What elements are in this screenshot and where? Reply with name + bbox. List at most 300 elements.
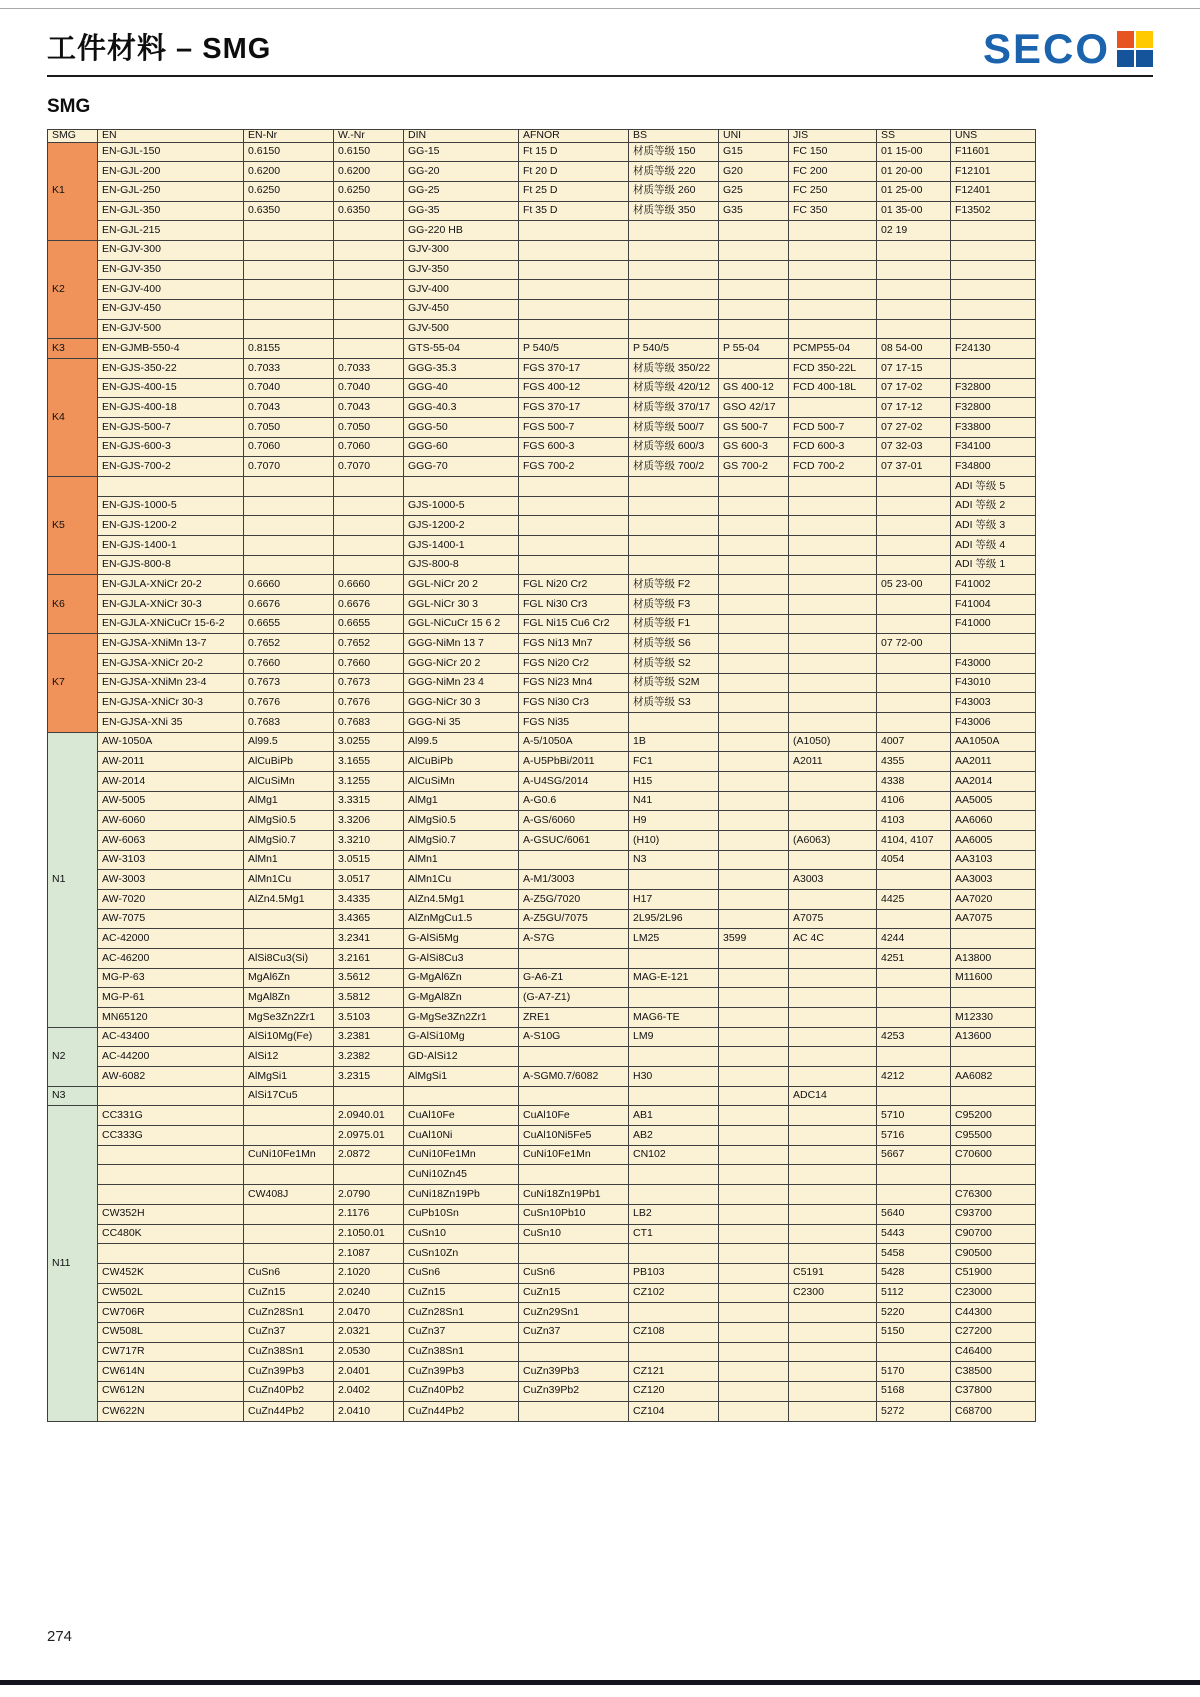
table-row <box>48 614 1036 634</box>
column-header-afnor: AFNOR <box>519 130 629 143</box>
table-row <box>48 162 1036 182</box>
cell-uni <box>719 1322 789 1342</box>
cell-ss: 5150 <box>877 1322 951 1342</box>
cell-uni <box>719 732 789 752</box>
cell-afnor: CuZn15 <box>519 1283 629 1303</box>
cell-uni <box>719 516 789 536</box>
cell-din: GJV-300 <box>404 240 519 260</box>
cell-w-nr: 0.7043 <box>334 398 404 418</box>
cell-w-nr <box>334 221 404 241</box>
cell-uns: M12330 <box>951 1008 1036 1028</box>
cell-ss <box>877 496 951 516</box>
cell-en-nr <box>244 1244 334 1264</box>
cell-jis: C2300 <box>789 1283 877 1303</box>
cell-en: AC-42000 <box>98 929 244 949</box>
cell-jis <box>789 1027 877 1047</box>
cell-jis <box>789 595 877 615</box>
cell-w-nr: 0.7050 <box>334 417 404 437</box>
cell-uni <box>719 555 789 575</box>
cell-uns: AA7075 <box>951 909 1036 929</box>
cell-en: EN-GJSA-XNiMn 13-7 <box>98 634 244 654</box>
cell-uni <box>719 850 789 870</box>
cell-din: CuNi10Zn45 <box>404 1165 519 1185</box>
cell-ss: 5640 <box>877 1204 951 1224</box>
table-row <box>48 1126 1036 1146</box>
cell-en: EN-GJLA-XNiCuCr 15-6-2 <box>98 614 244 634</box>
cell-en-nr: Al99.5 <box>244 732 334 752</box>
cell-w-nr <box>334 280 404 300</box>
cell-en-nr <box>244 1224 334 1244</box>
cell-uns <box>951 358 1036 378</box>
cell-afnor: Ft 15 D <box>519 142 629 162</box>
cell-en-nr: MgSe3Zn2Zr1 <box>244 1008 334 1028</box>
logo-mark-segment <box>1136 50 1153 67</box>
cell-din: GG-220 HB <box>404 221 519 241</box>
cell-w-nr: 2.0240 <box>334 1283 404 1303</box>
group-label-N2: N2 <box>48 1027 98 1086</box>
cell-uns: AA2011 <box>951 752 1036 772</box>
cell-en-nr <box>244 221 334 241</box>
cell-bs: 材质等级 F3 <box>629 595 719 615</box>
cell-ss: 4338 <box>877 772 951 792</box>
cell-uni <box>719 1362 789 1382</box>
cell-jis <box>789 535 877 555</box>
group-label-N1: N1 <box>48 732 98 1027</box>
cell-uns: C37800 <box>951 1381 1036 1401</box>
cell-bs: CT1 <box>629 1224 719 1244</box>
group-label-K5: K5 <box>48 476 98 574</box>
cell-uni <box>719 713 789 733</box>
cell-uni <box>719 1401 789 1421</box>
cell-afnor: A-S7G <box>519 929 629 949</box>
table-row <box>48 1086 1036 1106</box>
cell-jis <box>789 988 877 1008</box>
cell-w-nr: 3.4365 <box>334 909 404 929</box>
cell-uns <box>951 929 1036 949</box>
logo-mark-segment <box>1117 31 1134 48</box>
cell-en-nr: CuZn15 <box>244 1283 334 1303</box>
cell-afnor <box>519 476 629 496</box>
cell-bs: 材质等级 F2 <box>629 575 719 595</box>
table-row <box>48 791 1036 811</box>
cell-en: EN-GJMB-550-4 <box>98 339 244 359</box>
table-row <box>48 752 1036 772</box>
cell-uns: C46400 <box>951 1342 1036 1362</box>
table-row <box>48 555 1036 575</box>
cell-en: AW-6060 <box>98 811 244 831</box>
cell-uni <box>719 595 789 615</box>
cell-jis <box>789 1244 877 1264</box>
cell-uni: 3599 <box>719 929 789 949</box>
cell-afnor <box>519 299 629 319</box>
cell-jis <box>789 1126 877 1146</box>
cell-afnor: CuSn6 <box>519 1263 629 1283</box>
table-row <box>48 319 1036 339</box>
cell-en-nr <box>244 555 334 575</box>
cell-uns: C51900 <box>951 1263 1036 1283</box>
cell-w-nr: 2.0321 <box>334 1322 404 1342</box>
cell-uns: ADI 等级 3 <box>951 516 1036 536</box>
cell-en: EN-GJS-1400-1 <box>98 535 244 555</box>
cell-ss: 5272 <box>877 1401 951 1421</box>
cell-din: CuSn6 <box>404 1263 519 1283</box>
cell-uni <box>719 1263 789 1283</box>
cell-w-nr <box>334 496 404 516</box>
cell-en: AW-1050A <box>98 732 244 752</box>
cell-ss <box>877 240 951 260</box>
cell-afnor: FGS 500-7 <box>519 417 629 437</box>
cell-uns: ADI 等级 2 <box>951 496 1036 516</box>
column-header-w-nr: W.-Nr <box>334 130 404 143</box>
cell-jis <box>789 280 877 300</box>
cell-uni <box>719 693 789 713</box>
cell-afnor <box>519 221 629 241</box>
cell-jis <box>789 299 877 319</box>
cell-afnor <box>519 1165 629 1185</box>
cell-uns: F32800 <box>951 378 1036 398</box>
cell-bs: 材质等级 S2 <box>629 654 719 674</box>
cell-uns <box>951 1165 1036 1185</box>
group-label-K3: K3 <box>48 339 98 359</box>
cell-din: CuZn40Pb2 <box>404 1381 519 1401</box>
cell-din: GJV-400 <box>404 280 519 300</box>
cell-en: EN-GJL-215 <box>98 221 244 241</box>
cell-uns: AA6060 <box>951 811 1036 831</box>
cell-bs: 材质等级 260 <box>629 181 719 201</box>
cell-uns <box>951 221 1036 241</box>
cell-en-nr: CuZn40Pb2 <box>244 1381 334 1401</box>
table-row <box>48 1263 1036 1283</box>
cell-jis <box>789 693 877 713</box>
cell-jis <box>789 1322 877 1342</box>
cell-afnor: CuZn39Pb2 <box>519 1381 629 1401</box>
table-row <box>48 1381 1036 1401</box>
cell-afnor <box>519 240 629 260</box>
cell-jis: A2011 <box>789 752 877 772</box>
cell-uns: C68700 <box>951 1401 1036 1421</box>
cell-din <box>404 476 519 496</box>
cell-en: EN-GJS-350-22 <box>98 358 244 378</box>
cell-ss <box>877 968 951 988</box>
cell-jis <box>789 1145 877 1165</box>
cell-w-nr: 3.1255 <box>334 772 404 792</box>
cell-bs <box>629 260 719 280</box>
cell-jis <box>789 240 877 260</box>
cell-bs: MAG-E-121 <box>629 968 719 988</box>
cell-jis <box>789 260 877 280</box>
cell-ss <box>877 870 951 890</box>
cell-bs: CZ104 <box>629 1401 719 1421</box>
cell-jis <box>789 614 877 634</box>
cell-uni <box>719 831 789 851</box>
cell-jis <box>789 555 877 575</box>
cell-en-nr: 0.7652 <box>244 634 334 654</box>
cell-bs <box>629 1086 719 1106</box>
cell-bs: N3 <box>629 850 719 870</box>
cell-en: EN-GJV-400 <box>98 280 244 300</box>
cell-afnor: FGS 700-2 <box>519 457 629 477</box>
cell-din: GGG-40 <box>404 378 519 398</box>
table-row <box>48 870 1036 890</box>
cell-jis <box>789 319 877 339</box>
cell-afnor: FGS 370-17 <box>519 358 629 378</box>
cell-afnor: CuAl10Ni5Fe5 <box>519 1126 629 1146</box>
cell-bs: 材质等级 600/3 <box>629 437 719 457</box>
cell-din: GGG-50 <box>404 417 519 437</box>
cell-en-nr <box>244 496 334 516</box>
cell-ss <box>877 516 951 536</box>
table-row <box>48 535 1036 555</box>
cell-jis <box>789 1342 877 1362</box>
cell-din: G-MgAl8Zn <box>404 988 519 1008</box>
cell-afnor <box>519 260 629 280</box>
cell-afnor: CuAl10Fe <box>519 1106 629 1126</box>
cell-bs: N41 <box>629 791 719 811</box>
cell-din: CuZn39Pb3 <box>404 1362 519 1382</box>
group-label-K1: K1 <box>48 142 98 240</box>
cell-w-nr: 0.7652 <box>334 634 404 654</box>
cell-afnor: Ft 20 D <box>519 162 629 182</box>
cell-ss: 05 23-00 <box>877 575 951 595</box>
cell-din: GG-35 <box>404 201 519 221</box>
cell-ss <box>877 260 951 280</box>
cell-jis: FCD 400-18L <box>789 378 877 398</box>
cell-bs <box>629 299 719 319</box>
cell-afnor: CuZn39Pb3 <box>519 1362 629 1382</box>
cell-din: G-MgAl6Zn <box>404 968 519 988</box>
cell-bs: PB103 <box>629 1263 719 1283</box>
cell-jis: (A1050) <box>789 732 877 752</box>
cell-uns <box>951 988 1036 1008</box>
cell-ss: 01 25-00 <box>877 181 951 201</box>
cell-jis <box>789 398 877 418</box>
cell-din: GD-AlSi12 <box>404 1047 519 1067</box>
cell-en: EN-GJS-400-18 <box>98 398 244 418</box>
cell-jis <box>789 1362 877 1382</box>
cell-en-nr: CuSn6 <box>244 1263 334 1283</box>
table-row <box>48 673 1036 693</box>
cell-ss <box>877 988 951 1008</box>
cell-uns: ADI 等级 1 <box>951 555 1036 575</box>
cell-uns: F12101 <box>951 162 1036 182</box>
cell-uni: G35 <box>719 201 789 221</box>
seco-logo-mark-icon <box>1117 31 1153 67</box>
cell-w-nr: 0.7676 <box>334 693 404 713</box>
cell-din: CuAl10Fe <box>404 1106 519 1126</box>
cell-w-nr <box>334 555 404 575</box>
cell-jis <box>789 850 877 870</box>
cell-jis <box>789 968 877 988</box>
cell-din: GJV-350 <box>404 260 519 280</box>
cell-jis <box>789 1165 877 1185</box>
cell-uni <box>719 1047 789 1067</box>
cell-en-nr: AlMg1 <box>244 791 334 811</box>
cell-afnor <box>519 1244 629 1264</box>
cell-afnor: CuSn10Pb10 <box>519 1204 629 1224</box>
column-header-en-nr: EN-Nr <box>244 130 334 143</box>
cell-uni: GS 400-12 <box>719 378 789 398</box>
cell-uns <box>951 1047 1036 1067</box>
cell-din: GGG-60 <box>404 437 519 457</box>
cell-ss: 4106 <box>877 791 951 811</box>
cell-jis <box>789 791 877 811</box>
cell-bs: 1B <box>629 732 719 752</box>
cell-uni <box>719 811 789 831</box>
cell-uni <box>719 1381 789 1401</box>
table-row <box>48 516 1036 536</box>
table-row <box>48 1067 1036 1087</box>
cell-jis <box>789 890 877 910</box>
cell-ss <box>877 1165 951 1185</box>
cell-jis: A3003 <box>789 870 877 890</box>
cell-en: AW-3103 <box>98 850 244 870</box>
table-row <box>48 909 1036 929</box>
cell-ss: 07 27-02 <box>877 417 951 437</box>
cell-w-nr: 3.0517 <box>334 870 404 890</box>
cell-bs <box>629 1342 719 1362</box>
cell-w-nr: 0.6250 <box>334 181 404 201</box>
cell-afnor: A-Z5G/7020 <box>519 890 629 910</box>
cell-ss: 4212 <box>877 1067 951 1087</box>
cell-bs: 材质等级 220 <box>629 162 719 182</box>
cell-uns: C90500 <box>951 1244 1036 1264</box>
cell-din: GGG-70 <box>404 457 519 477</box>
bottom-rule <box>0 1680 1200 1685</box>
table-row <box>48 634 1036 654</box>
table-row <box>48 654 1036 674</box>
cell-w-nr <box>334 516 404 536</box>
cell-en-nr: CuZn38Sn1 <box>244 1342 334 1362</box>
cell-uns <box>951 1086 1036 1106</box>
cell-en-nr: 0.7683 <box>244 713 334 733</box>
cell-ss: 01 35-00 <box>877 201 951 221</box>
cell-din: Al99.5 <box>404 732 519 752</box>
cell-bs: 2L95/2L96 <box>629 909 719 929</box>
column-header-jis: JIS <box>789 130 877 143</box>
cell-jis <box>789 1381 877 1401</box>
cell-afnor: A-M1/3003 <box>519 870 629 890</box>
cell-en: EN-GJV-500 <box>98 319 244 339</box>
cell-din: GJS-1000-5 <box>404 496 519 516</box>
cell-afnor: A-5/1050A <box>519 732 629 752</box>
cell-en: CW508L <box>98 1322 244 1342</box>
cell-ss <box>877 1185 951 1205</box>
table-row <box>48 1204 1036 1224</box>
cell-en: EN-GJSA-XNi 35 <box>98 713 244 733</box>
cell-w-nr: 2.0410 <box>334 1401 404 1421</box>
cell-din: AlMgSi1 <box>404 1067 519 1087</box>
cell-afnor: FGS 600-3 <box>519 437 629 457</box>
cell-ss: 4253 <box>877 1027 951 1047</box>
cell-din: GGG-40.3 <box>404 398 519 418</box>
cell-uni <box>719 1165 789 1185</box>
cell-uns: F11601 <box>951 142 1036 162</box>
table-row <box>48 1342 1036 1362</box>
cell-en: EN-GJSA-XNiMn 23-4 <box>98 673 244 693</box>
table-row <box>48 1185 1036 1205</box>
cell-ss <box>877 555 951 575</box>
cell-uns: AA1050A <box>951 732 1036 752</box>
cell-en-nr: AlMn1 <box>244 850 334 870</box>
cell-uni <box>719 1224 789 1244</box>
cell-afnor: A-Z5GU/7075 <box>519 909 629 929</box>
table-row <box>48 1401 1036 1421</box>
cell-uni <box>719 654 789 674</box>
cell-en-nr: AlSi17Cu5 <box>244 1086 334 1106</box>
cell-afnor: FGL Ni15 Cu6 Cr2 <box>519 614 629 634</box>
cell-din: AlZnMgCu1.5 <box>404 909 519 929</box>
cell-afnor: FGS 400-12 <box>519 378 629 398</box>
cell-din: GGL-NiCuCr 15 6 2 <box>404 614 519 634</box>
cell-bs <box>629 496 719 516</box>
cell-afnor: A-SGM0.7/6082 <box>519 1067 629 1087</box>
cell-ss: 02 19 <box>877 221 951 241</box>
cell-jis: FC 200 <box>789 162 877 182</box>
cell-din: AlMgSi0.5 <box>404 811 519 831</box>
cell-uni <box>719 496 789 516</box>
cell-bs <box>629 1047 719 1067</box>
table-row <box>48 181 1036 201</box>
cell-uns <box>951 260 1036 280</box>
cell-bs <box>629 240 719 260</box>
cell-uni <box>719 752 789 772</box>
cell-en-nr: CuZn39Pb3 <box>244 1362 334 1382</box>
cell-en-nr: MgAl8Zn <box>244 988 334 1008</box>
cell-din: AlZn4.5Mg1 <box>404 890 519 910</box>
cell-ss: 07 32-03 <box>877 437 951 457</box>
cell-afnor: (G-A7-Z1) <box>519 988 629 1008</box>
cell-w-nr: 3.2381 <box>334 1027 404 1047</box>
cell-w-nr: 3.2315 <box>334 1067 404 1087</box>
cell-bs <box>629 949 719 969</box>
cell-afnor: G-A6-Z1 <box>519 968 629 988</box>
table-row <box>48 1362 1036 1382</box>
cell-ss <box>877 595 951 615</box>
cell-uns <box>951 319 1036 339</box>
cell-afnor: FGL Ni20 Cr2 <box>519 575 629 595</box>
cell-bs: H30 <box>629 1067 719 1087</box>
cell-en: MN65120 <box>98 1008 244 1028</box>
cell-en: CW352H <box>98 1204 244 1224</box>
cell-w-nr <box>334 299 404 319</box>
cell-bs: H17 <box>629 890 719 910</box>
cell-en: EN-GJSA-XNiCr 30-3 <box>98 693 244 713</box>
cell-afnor: P 540/5 <box>519 339 629 359</box>
cell-bs <box>629 1185 719 1205</box>
cell-jis <box>789 1224 877 1244</box>
cell-w-nr <box>334 339 404 359</box>
cell-uni: G15 <box>719 142 789 162</box>
cell-din: CuSn10Zn <box>404 1244 519 1264</box>
cell-bs <box>629 1165 719 1185</box>
cell-en: MG-P-63 <box>98 968 244 988</box>
cell-en: EN-GJV-450 <box>98 299 244 319</box>
cell-en <box>98 1244 244 1264</box>
cell-uns: F13502 <box>951 201 1036 221</box>
cell-bs: H15 <box>629 772 719 792</box>
cell-w-nr <box>334 535 404 555</box>
cell-bs: CZ120 <box>629 1381 719 1401</box>
cell-en-nr: AlMgSi1 <box>244 1067 334 1087</box>
cell-en-nr: AlSi12 <box>244 1047 334 1067</box>
cell-ss: 5458 <box>877 1244 951 1264</box>
logo-mark-segment <box>1136 31 1153 48</box>
cell-afnor: CuSn10 <box>519 1224 629 1244</box>
cell-uns: F12401 <box>951 181 1036 201</box>
cell-afnor <box>519 1342 629 1362</box>
cell-jis: AC 4C <box>789 929 877 949</box>
cell-en-nr <box>244 929 334 949</box>
